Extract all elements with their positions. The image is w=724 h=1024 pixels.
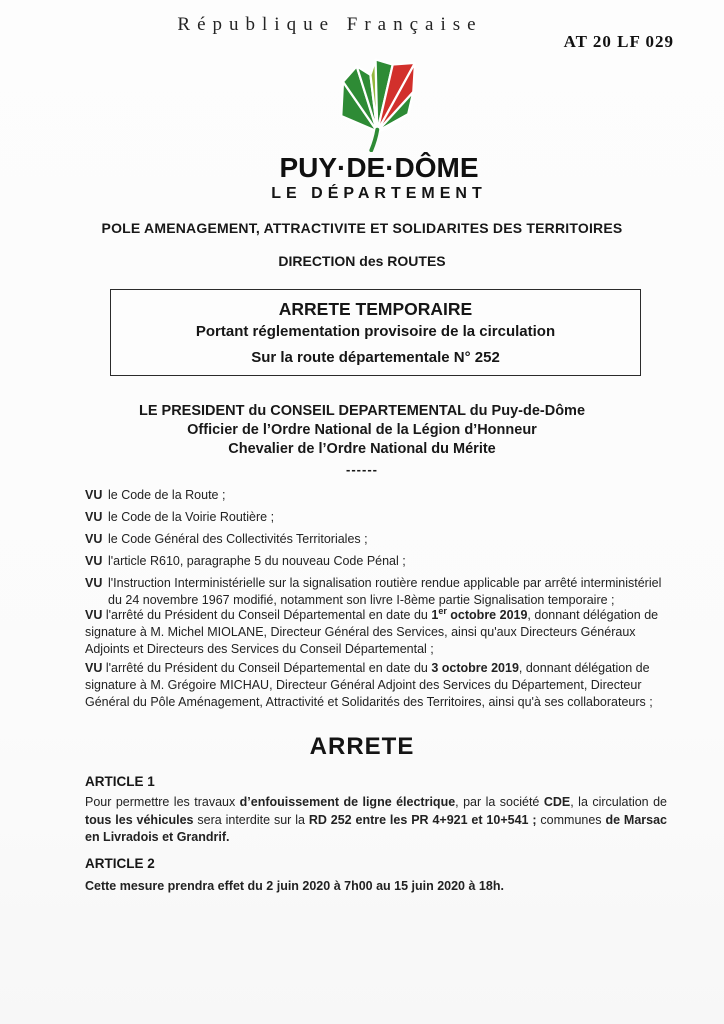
puy-de-dome-logo bbox=[34, 56, 724, 203]
arrete-subtitle: Portant réglementation provisoire de la circulation bbox=[195, 323, 556, 340]
vu-delegation-michau: VU l'arrêté du Président du Conseil Départemental en date du 3 octobre 2019, donnant délégation de signature à M. Grégoire MICHAU, Directeur Général Adjoint des Services du Département, Directeur Général du Pôle Aménagement, Attractivité et Solidarités des Territoires, ainsi qu'à ses collaborateurs ; bbox=[85, 661, 653, 709]
vu-text: l'article R610, paragraphe 5 du nouveau Code Pénal ; bbox=[108, 554, 406, 568]
arrete-title: ARRETE TEMPORAIRE bbox=[278, 299, 473, 319]
officier-line: Officier de l’Ordre National de la Légion d’Honneur bbox=[187, 422, 537, 438]
chevalier-line: Chevalier de l’Ordre National du Mérite bbox=[228, 441, 496, 457]
article-1-body: Pour permettre les travaux d’enfouissement de ligne électrique, par la société CDE, la circulation de tous les véhicules sera interdite sur la RD 252 entre les PR 4+921 et 10+541 ; communes de Marsac en Livradois et Grandrif. bbox=[85, 795, 667, 844]
vu-text: le Code de la Voirie Routière ; bbox=[108, 510, 275, 524]
vu-item-voirie bbox=[85, 509, 671, 526]
vu-text: l'Instruction Interministérielle sur la signalisation routière rendue applicable par arrêté interministériel du 24 novembre 1967 modifié, notamment son livre I-8ème partie Signalisation temporaire ; bbox=[108, 576, 662, 607]
vu-label: VU bbox=[85, 532, 103, 546]
vu-text: le Code Général des Collectivités Territoriales ; bbox=[108, 532, 368, 546]
president-block bbox=[10, 402, 714, 479]
logo-subtitle: LE DÉPARTEMENT bbox=[271, 185, 487, 202]
vu-list bbox=[85, 487, 671, 614]
president-line: LE PRESIDENT du CONSEIL DEPARTEMENTAL du Puy-de-Dôme bbox=[138, 403, 586, 419]
leaf-logo-icon bbox=[327, 56, 431, 152]
arrete-road-line: Sur la route départementale N° 252 bbox=[251, 349, 500, 366]
vu-label: VU bbox=[85, 576, 103, 590]
vu-label: VU bbox=[85, 510, 103, 524]
vu-item-instruction bbox=[85, 575, 671, 609]
document-reference: AT 20 LF 029 bbox=[563, 32, 674, 51]
article-2-heading: ARTICLE 2 bbox=[85, 856, 155, 871]
vu-label: VU bbox=[85, 488, 103, 502]
vu-text: le Code de la Route ; bbox=[108, 488, 226, 502]
vu-item-code-route bbox=[85, 487, 671, 504]
article-2-body: Cette mesure prendra effet du 2 juin 2020 à 7h00 au 15 juin 2020 à 18h. bbox=[85, 879, 504, 893]
dash-separator: ------ bbox=[346, 462, 378, 477]
republique-francaise-header: République Française bbox=[177, 14, 483, 35]
logo-wordmark: PUY·DE·DÔME bbox=[279, 152, 479, 183]
arrete-heading: ARRETE bbox=[309, 733, 415, 760]
vu-label: VU bbox=[85, 554, 103, 568]
direction-routes-line: DIRECTION des ROUTES bbox=[278, 253, 446, 269]
arrete-title-box bbox=[110, 289, 641, 376]
vu-item-code-penal bbox=[85, 553, 671, 570]
article-1-heading: ARTICLE 1 bbox=[85, 774, 155, 789]
vu-item-collectivites bbox=[85, 531, 671, 548]
vu-delegation-miolane: VU l'arrêté du Président du Conseil Départemental en date du 1er octobre 2019, donnant délégation de signature à M. Michel MIOLANE, Directeur Général des Services, ainsi qu'aux Directeurs Généraux Adjoints et Directeurs des Services du Conseil Départemental ; bbox=[85, 605, 659, 656]
pole-amenagement-line: POLE AMENAGEMENT, ATTRACTIVITE ET SOLIDARITES DES TERRITOIRES bbox=[101, 220, 623, 236]
